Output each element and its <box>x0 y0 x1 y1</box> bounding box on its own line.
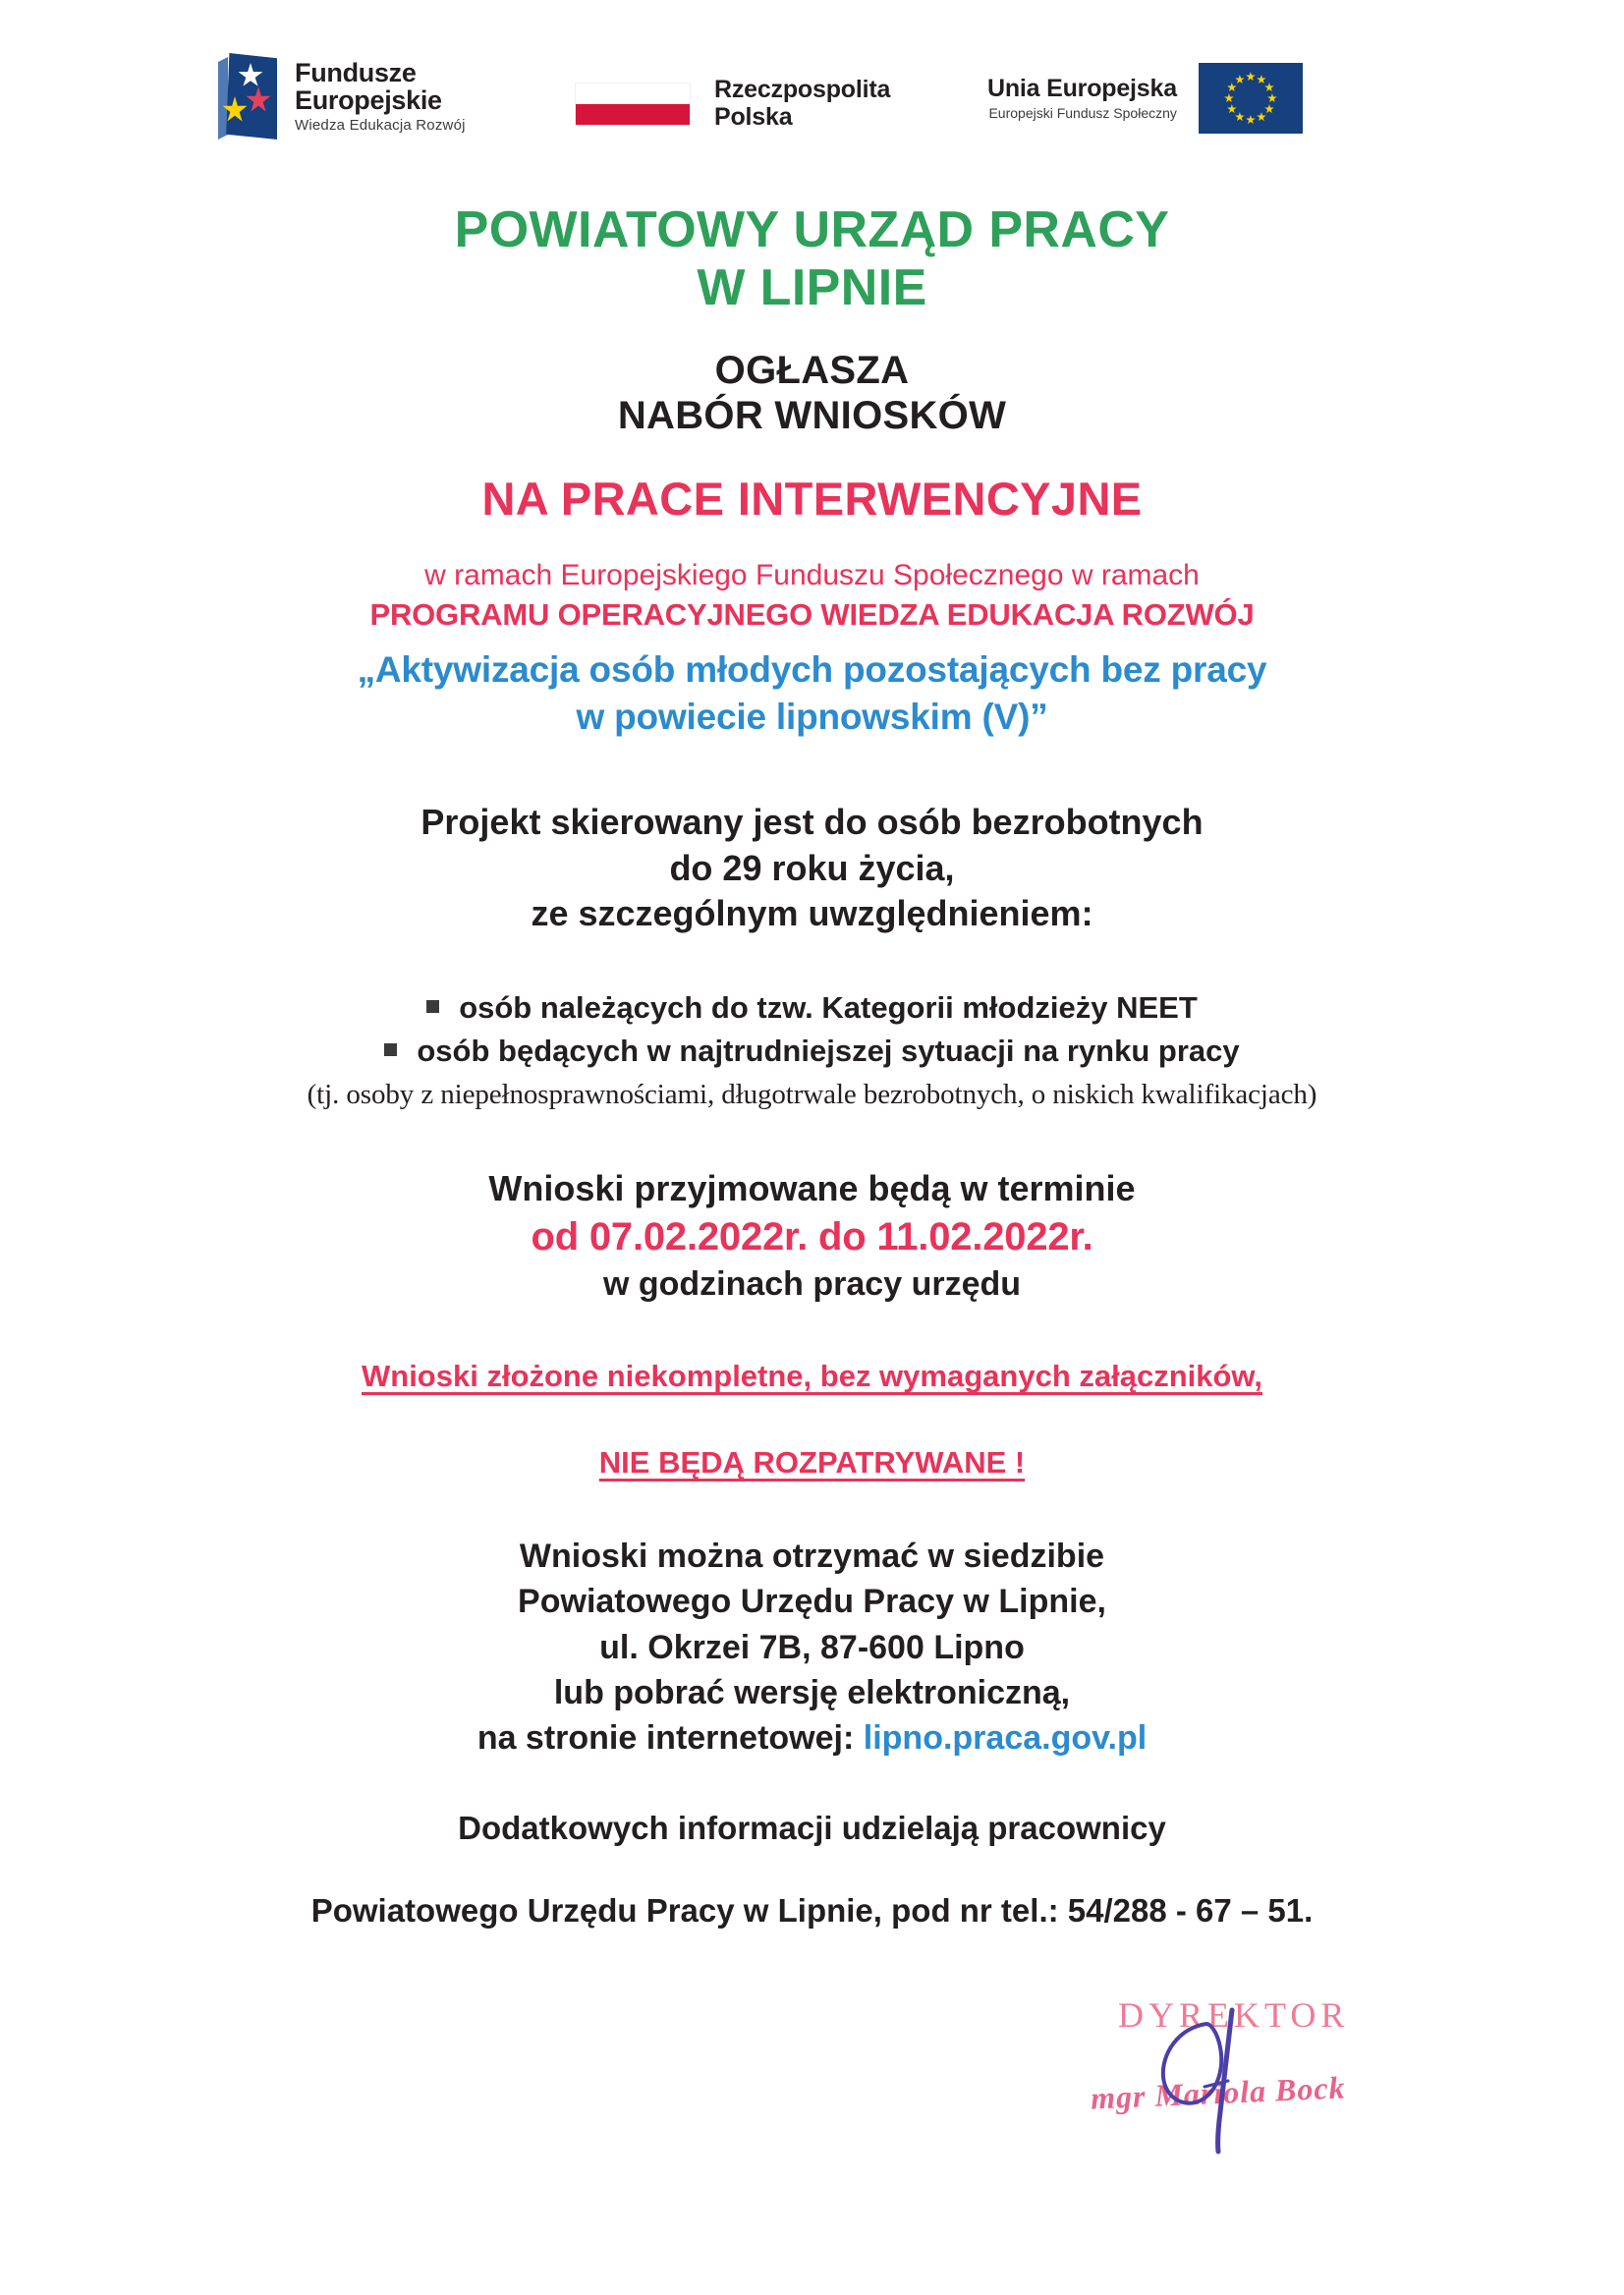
project-name-line2: w powiecie lipnowskim (V)” <box>576 696 1048 737</box>
rp-logo-line1: Rzeczpospolita <box>714 76 891 103</box>
website-label: na stronie internetowej: <box>476 1719 864 1758</box>
target-line2: do 29 roku życia, <box>669 847 955 888</box>
contact-website-line <box>0 1715 1624 1761</box>
project-name <box>0 646 1624 741</box>
bullet-text: osób należących do tzw. Kategorii młodzieży NEET <box>459 990 1198 1026</box>
rzeczpospolita-polska-logo <box>575 77 890 131</box>
additional-info-line: Dodatkowych informacji udzielają pracownicy <box>458 1810 1166 1847</box>
fundusze-europejskie-flag-icon <box>218 47 279 145</box>
bullet-text: osób będących w najtrudniejszej sytuacji na rynku pracy <box>417 1034 1240 1069</box>
website-link[interactable]: lipno.praca.gov.pl <box>863 1719 1148 1758</box>
announce-line1: OGŁASZA <box>714 348 910 392</box>
warning-not-considered: NIE BĘDĄ ROZPATRYWANE ! <box>598 1445 1026 1481</box>
deadline-dates: od 07.02.2022r. do 11.02.2022r. <box>531 1215 1093 1259</box>
contact-line1: Wnioski można otrzymać w siedzibie <box>519 1538 1105 1576</box>
target-line1: Projekt skierowany jest do osób bezrobotnych <box>420 801 1204 842</box>
rp-logo-line2: Polska <box>714 102 793 131</box>
efs-funding-line: w ramach Europejskiego Funduszu Społecznego w ramach <box>424 558 1200 591</box>
ue-logo-subtitle: Europejski Fundusz Społeczny <box>988 105 1177 122</box>
target-group-description <box>0 800 1624 937</box>
unia-europejska-logo <box>987 63 1303 134</box>
european-union-flag-icon <box>1199 63 1303 134</box>
announcement-body <box>0 201 1624 1930</box>
poland-flag-icon <box>575 83 691 126</box>
contact-line2: Powiatowego Urzędu Pracy w Lipnie, <box>518 1583 1106 1621</box>
office-title-line2: W LIPNIE <box>697 259 927 317</box>
target-group-bullet-list <box>0 986 1624 1073</box>
contact-information <box>0 1534 1624 1761</box>
fe-logo-line1: Fundusze <box>295 57 417 87</box>
program-headline: NA PRACE INTERWENCYJNE <box>481 472 1143 525</box>
eu-funding-logo-strip <box>0 29 1624 147</box>
fundusze-europejskie-logo <box>218 47 466 145</box>
contact-line4: lub pobrać wersję elektroniczną, <box>553 1673 1071 1711</box>
deadline-office-hours: w godzinach pracy urzędu <box>602 1265 1022 1304</box>
target-line3: ze szczególnym uwzględnieniem: <box>531 893 1093 934</box>
announcement-heading <box>0 348 1624 438</box>
square-bullet-icon <box>426 1000 439 1013</box>
fe-logo-line2: Europejskie <box>295 85 442 115</box>
contact-address: ul. Okrzei 7B, 87-600 Lipno <box>599 1628 1025 1666</box>
office-title-line1: POWIATOWY URZĄD PRACY <box>454 201 1170 258</box>
bullets-note: (tj. osoby z niepełnosprawnościami, długotrwale bezrobotnych, o niskich kwalifikacjach) <box>307 1079 1317 1111</box>
handwritten-signature-icon <box>1130 2002 1336 2164</box>
phone-contact-line: Powiatowego Urzędu Pracy w Lipnie, pod nr tel.: 54/288 - 67 – 51. <box>310 1892 1314 1930</box>
stamp-title: DYREKTOR <box>1118 1995 1350 2035</box>
director-signature-block <box>1091 1994 1415 2171</box>
warning-incomplete-applications: Wnioski złożone niekompletne, bez wymaganych załączników, <box>362 1359 1262 1394</box>
list-item <box>0 1030 1624 1073</box>
list-item <box>0 986 1624 1030</box>
deadline-heading: Wnioski przyjmowane będą w terminie <box>488 1168 1136 1209</box>
ue-logo-line1: Unia Europejska <box>987 74 1177 102</box>
stamp-director-name: mgr Mariola Bock <box>1090 2069 1347 2116</box>
square-bullet-icon <box>384 1043 397 1056</box>
project-name-line1: „Aktywizacja osób młodych pozostających bez pracy <box>357 648 1267 690</box>
operational-program-line: PROGRAMU OPERACYJNEGO WIEDZA EDUKACJA ROZWÓJ <box>369 596 1255 632</box>
office-title <box>0 201 1624 318</box>
fe-logo-subtitle: Wiedza Edukacja Rozwój <box>295 117 466 135</box>
announce-line2: NABÓR WNIOSKÓW <box>617 393 1007 437</box>
